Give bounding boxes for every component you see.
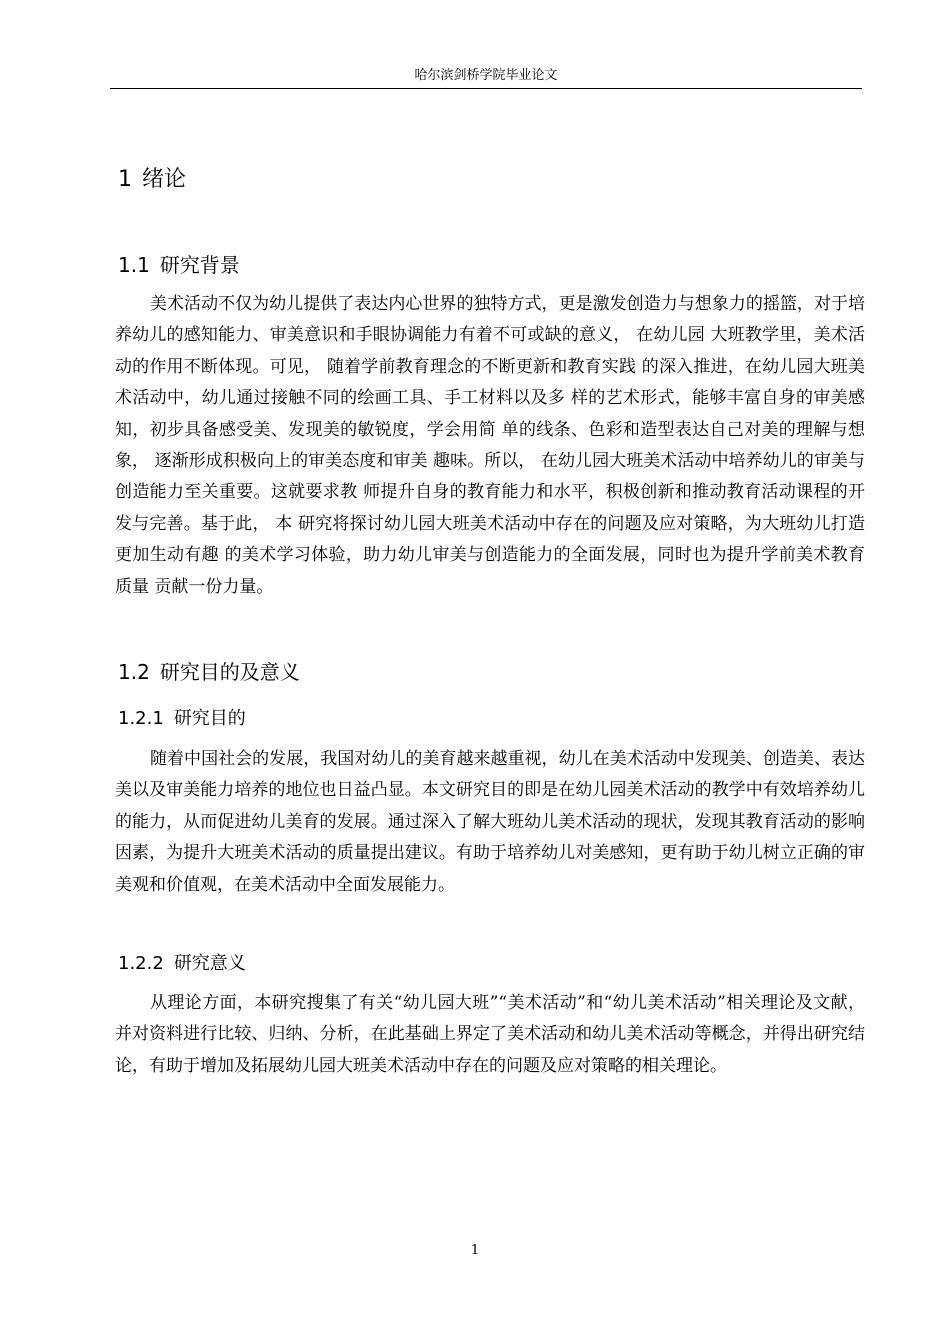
subsection-heading-1-2-1 <box>118 705 246 733</box>
significance-paragraph: 从理论方面，本研究搜集了有关“幼儿园大班”“美术活动”和“幼儿美术活动”相关理论及文献，并对资料进行比较、归纳、分析，在此基础上界定了美术活动和幼儿美术活动等概念，并得出研究结论，有助于增加及拓展幼儿园大班美术活动中存在的问题及应对策略的相关理论。 <box>115 993 865 1076</box>
section-title: 研究背景 <box>159 253 240 277</box>
page-header <box>110 66 862 89</box>
section-number: 1.2 <box>118 660 150 684</box>
chapter-heading <box>118 164 186 196</box>
page-number: 1 <box>470 1243 480 1258</box>
subsection-number: 1.2.2 <box>118 953 164 974</box>
section-number: 1.1 <box>118 253 150 277</box>
subsection-title: 研究意义 <box>173 953 246 974</box>
section-heading-1-2 <box>118 657 300 687</box>
purpose-paragraph: 随着中国社会的发展，我国对幼儿的美育越来越重视，幼儿在美术活动中发现美、创造美、表达美以及审美能力培养的地位也日益凸显。本文研究目的即是在幼儿园美术活动的教学中有效培养幼儿的能力，从而促进幼儿美育的发展。通过深入了解大班幼儿美术活动的现状，发现其教育活动的影响因素，为提升大班美术活动的质量提出建议。有助于培养幼儿对美感知，更有助于幼儿树立正确的审美观和价值观，在美术活动中全面发展能力。 <box>115 749 865 895</box>
section-heading-1-1 <box>118 250 240 280</box>
header-title: 哈尔滨剑桥学院毕业论文 <box>414 68 558 83</box>
subsection-number: 1.2.1 <box>118 708 164 729</box>
chapter-number: 1 <box>118 167 132 192</box>
subsection-heading-1-2-2 <box>118 950 246 978</box>
section-title: 研究目的及意义 <box>159 660 300 684</box>
subsection-title: 研究目的 <box>173 708 246 729</box>
chapter-title: 绪论 <box>142 167 187 192</box>
background-paragraph: 美术活动不仅为幼儿提供了表达内心世界的独特方式，更是激发创造力与想象力的摇篮，对于培养幼儿的感知能力、审美意识和手眼协调能力有着不可或缺的意义， 在幼儿园 大班教学里，美术活动的作用不断体现。可见， 随着学前教育理念的不断更新和教育实践 的深入推进，在幼儿园大班美术活动中，幼儿通过接触不同的绘画工具、手工材料以及多 样的艺术形式，能够丰富自身的审美感知，初步具备感受美、发现美的敏锐度，学会用简 单的线条、色彩和造型表达自己对美的理解与想象， 逐渐形成积极向上的审美态度和审美 趣味。所以， 在幼儿园大班美术活动中培养幼儿的审美与创造能力至关重要。这就要求教 师提升自身的教育能力和水平，积极创新和推动教育活动课程的开发与完善。基于此， 本 研究将探讨幼儿园大班美术活动中存在的问题及应对策略，为大班幼儿打造更加生动有趣 的美术学习体验，助力幼儿审美与创造能力的全面发展，同时也为提升学前美术教育质量 贡献一份力量。 <box>115 294 865 597</box>
